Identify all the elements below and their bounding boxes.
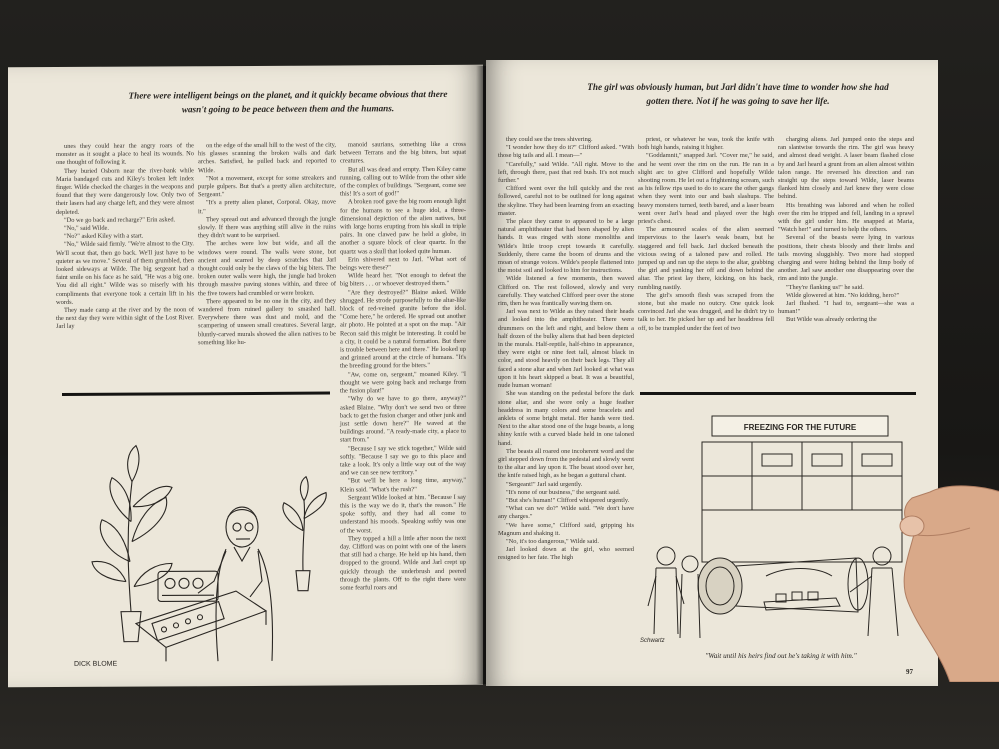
body-paragraph: manoid saurians, something like a cross between Terrans and the big biters, but squat creatures. xyxy=(340,140,466,165)
body-paragraph: Wilde glowered at him. "No kidding, hero?" xyxy=(786,291,900,299)
body-paragraph: Erin shivered next to Jarl. "What sort of beings were these?" xyxy=(340,255,466,272)
body-paragraph: "Sergeant!" Jarl said urgently. xyxy=(506,480,583,488)
body-paragraph: But Wilde was already ordering the xyxy=(786,316,877,324)
left-column-1 xyxy=(56,142,194,387)
body-paragraph: Jarl flushed. "I had to, sergeant—she was a human!" xyxy=(778,300,914,316)
body-paragraph: His breathing was labored and when he rolled over the rim he tripped and fell, landing in a sprawl with the girl under him. He snapped at Maria, "Watch her!" and turned to help the others. xyxy=(778,201,914,234)
body-paragraph: on the edge of the small hill to the west of the city, his glasses scanning the broken walls and dark arches. Satisfied, he pulled back and reported to Wilde. xyxy=(198,141,336,174)
body-paragraph: She was standing on the pedestal before the dark stone altar, and she wore only a huge feather headdress in many colors and some bracelets and anklets of some bright metal. Her hands were tied. Next to the altar stood one of the huge beasts, a long shiny knife with a curved blade held in one taloned hand. xyxy=(498,390,634,447)
body-paragraph: The girl's smooth flesh was scraped from the stone, but she made no outcry. One quick look convinced Jarl she was drugged, and he didn't try to talk to her. He picked her up and her headdress fell off, to be trampled under the feet of two xyxy=(638,291,774,332)
body-paragraph: Wilde heard her. "Not enough to defeat the big biters . . . or whoever destroyed them." xyxy=(340,272,466,288)
right-column-3 xyxy=(778,136,914,380)
body-paragraph: "Carefully," said Wilde. "All right. Move to the left, through there, past that red bush. It's not much further." xyxy=(498,160,634,185)
left-pull-quote: There were intelligent beings on the planet, and it quickly became obvious that there wasn't going to be peace between them and the humans. xyxy=(128,88,448,115)
body-paragraph: "What can we do?" Wilde said. "We don't have any charges." xyxy=(498,505,634,521)
body-paragraph: A broken roof gave the big room enough light for the humans to see a huge idol, a three-dimensional depiction of the alien natives, but with large horns erupting from his skull in triple pairs. In one clawed paw he held a globe, in another a square block of clear quartz. In the quartz was a skull that looked quite human. xyxy=(340,198,466,256)
cartoon-signature: Schwartz xyxy=(640,638,665,644)
body-paragraph: "Because I say we stick together," Wilde said softly. "Because I say we go to this place and take a look. It's only a little way out of the way and we can see new territory." xyxy=(340,444,466,477)
body-paragraph: "No, it's too dangerous," Wilde said. xyxy=(506,537,599,545)
body-paragraph: "Not a movement, except for some streakers and purple gulpers. But that's a pretty alien architecture, Sergeant." xyxy=(198,174,336,199)
body-paragraph: "It's a pretty alien planet, Corporal. Okay, move it." xyxy=(198,198,336,215)
body-paragraph: Wilde listened a few moments, then waved Clifford on. The rest followed, slowly and very carefully. They watched Clifford peer over the stone rim, then he was frantically waving them on. xyxy=(498,275,634,308)
body-paragraph: "No?" asked Kiley with a start. xyxy=(64,232,144,241)
magazine-spread xyxy=(8,60,940,688)
left-column-2 xyxy=(198,142,336,387)
page-number: 97 xyxy=(906,668,913,676)
body-paragraph: "Goddamnit," snapped Jarl. "Cover me," he said, and he went over the rim on the run. He ran in a slight arc to give Clifford and hopefully Wilde shooting room. He let out a frightening scream, such as his fellow rips used to do to scare the other gangs when they went into our and bash slashups. The heavy monsters turned, teeth bared, and a laser beam went over Jarl's head and played over the high priest's chest. xyxy=(638,152,774,226)
hand xyxy=(888,482,999,682)
right-column-2 xyxy=(638,136,774,380)
body-paragraph: Several of the beasts were lying in various positions, their chests bloody and their limbs and tails moving sluggishly. Two more had stopped charging and were hiding behind the limp body of another. Jarl saw another one disappearing over the rim and into the jungle. xyxy=(778,234,914,283)
body-paragraph: "But she's human!" Clifford whispered urgently. xyxy=(506,496,630,504)
cartoon-sign-text: FREEZING FOR THE FUTURE xyxy=(743,423,857,432)
cryogenics-cartoon xyxy=(636,406,916,646)
left-divider-rule xyxy=(62,392,330,396)
body-paragraph: "I wonder how they do it?" Clifford asked. "With those big tails and all. I mean—" xyxy=(498,144,634,160)
body-paragraph: But all was dead and empty. Then Kiley came running, calling out to Wilde from the other side of the complex of buildings. "Sergeant, come see this! It's a sort of god!" xyxy=(340,165,466,198)
body-paragraph: There appeared to be no one in the city, and they wandered from ruined gallery to smashed hall. Everywhere there was dust and mold, and the scampering of unseen small creatures. Several large, bluntly-carved murals showed the alien natives to be something like hu- xyxy=(198,297,336,347)
body-paragraph: They buried Osborn near the river-bank while Maria bandaged cuts and Kiley's broken left index finger. Wilde checked the charges in the weapons and found that they were dangerously low. Only two of their lasers had any charge left, and they were almost depleted. xyxy=(56,166,194,216)
right-pull-quote: The girl was obviously human, but Jarl didn't have time to wonder how she had gotten there. Not if he was going to save her life. xyxy=(587,82,889,106)
cartoon-caption: "Wait until his heirs find out he's taking it with him." xyxy=(705,652,857,660)
body-paragraph: They made camp at the river and by the noon of the next day they were within sight of the Lost River. Jarl lay xyxy=(56,306,194,331)
body-paragraph: "Are they destroyed?" Blaine asked. Wilde shrugged. He strode purposefully to the altar-like block of red-veined granite before the idol. "Come here," he ordered. He spread out another air photo. He pointed at a spot on the map. "Air Recon said this might be interesting. It could be a city, it could be a natural formation. But there is trouble between here and there." He looked up and grinned around at the circle of humans. "It's the breeding ground for the biters." xyxy=(340,288,466,370)
body-paragraph: The arches were low but wide, and all the windows were round. The walls were stone, but ancient and scarred by deep scratches that Jarl thought could only be the claws of the big biters. The broken outer walls were high, the jungle had broken through massive paving stones within, and three of the five towers had crumbled or were broken. xyxy=(198,239,336,297)
body-paragraph: "Aw, come on, sergeant," moaned Kiley. "I thought we were going back and recharge from the fusion plant!" xyxy=(340,370,466,395)
body-paragraph: "No," said Wilde. xyxy=(64,224,109,232)
body-paragraph: Jarl was next to Wilde as they raised their heads and looked into the amphitheater. There were drummers on the left and right, and below them a half dozen of the bulky aliens that had been depicted in the murals. Half-reptile, half-rhino in appearance, they were eight or nine feet tall, almost black in color, and stood heavily on their back legs. They all faced a stone altar and when Jarl looked at what was upon it his heart skipped a beat. It was a beautiful, nude human woman! xyxy=(498,308,634,390)
body-paragraph: The armoured scales of the alien seemed impervious to the laser's weak beam, but he staggered and fell back. Jarl ducked beneath the vicious swing of a taloned paw and rolled. He jumped up and ran up the steps to the altar, grabbing the girl and yanking her off and down behind the altar. The priest lay there, kicking, on his back, rumbling nastily. xyxy=(638,226,774,291)
right-page xyxy=(486,60,938,686)
body-paragraph: "We have some," Clifford said, gripping his Magnum and shaking it. xyxy=(498,521,634,537)
body-paragraph: "But we'll be here a long time, anyway," Klein said. "What's the rush?" xyxy=(340,477,466,494)
body-paragraph: they could see the trees shivering. xyxy=(506,136,593,143)
left-column-3 xyxy=(340,141,466,682)
body-paragraph: unes they could hear the angry roars of the monster as it sought a place to heal its wounds. No one thought of following it. xyxy=(56,142,194,167)
right-divider-rule xyxy=(640,392,916,395)
body-paragraph: priest, or whatever he was, took the knife with both high hands, raising it higher. xyxy=(638,136,774,152)
body-paragraph: The place they came to appeared to be a large natural amphitheater that had been shaped by alien hands. It was ringed with stone monoliths and Wilde's little troop crept towards it carefully. Suddenly, there came the boom of drums and the moan of strange voices. Wilde's people flattened into the moist soil and looked to him for instructions. xyxy=(498,218,634,275)
left-page xyxy=(8,65,483,687)
body-paragraph: "They're flanking us!" he said. xyxy=(786,283,864,291)
body-paragraph: "Why do we have to go there, anyway?" asked Blaine. "Why don't we send two or three back to get the fusion charger and other junk and just settle down here?" He waved at the buildings around. "A ready-made city, a place to start from." xyxy=(340,395,466,444)
scientist-illustration xyxy=(66,411,334,674)
body-paragraph: Clifford went over the hill quickly and the rest followed, careful not to be outlined for long against the skyline. They had been learning from an exacting master. xyxy=(498,185,634,217)
body-paragraph: They topped a hill a little after noon the next day. Clifford was on point with one of the lasers that still had a charge. He held up his hand, then dropped to the ground. Wilde and Jarl crept up quickly through the underbrush and peered through the plants. Off to the right there were some fearful roars and xyxy=(340,534,466,592)
body-paragraph: "Do we go back and recharge?" Erin asked. xyxy=(64,216,176,224)
body-paragraph: They spread out and advanced through the jungle slowly. If there was anything still alive in the ruins they didn't want to be surprised. xyxy=(198,215,336,240)
body-paragraph: "No," Wilde said firmly. "We're almost to the City. We'll scout that, then go back. We'll just have to be quieter as we move." Several of them grumbled, then looked sideways at Wilde. The big sergeant had a faint smile on his face as he said, "He was a big one. You did all right." Wilde was so miserly with his compliments that everyone took a certain lift in his words. xyxy=(56,240,194,306)
body-paragraph: The beasts all roared one incoherent word and the girl stepped down from the pedestal and slowly went to the altar and lay upon it. The beast stood over her, the knife raised high, as he began a guttural chant. xyxy=(498,447,634,480)
right-column-1 xyxy=(498,136,634,676)
body-paragraph: "It's none of our business," the sergeant said. xyxy=(506,488,621,496)
illustration-signature: DICK BLOME xyxy=(74,660,118,668)
body-paragraph: charging aliens. Jarl jumped onto the steps and ran slantwise towards the rim. The girl was heavy and almost dead weight. A laser beam flashed close by and Jarl heard a grunt from an alien almost within talon range. He reversed his direction and ran straight up the steps toward Wilde, laser beams flanked him closely and Jarl knew they were close behind. xyxy=(778,136,914,201)
body-paragraph: Jarl looked down at the girl, who seemed resigned to her fate. The high xyxy=(498,546,634,562)
body-paragraph: Sergeant Wilde looked at him. "Because I say this is the way we do it, that's the reason." He spoke softly, and they had all come to understand his moods. Speaking softly was one of the worst. xyxy=(340,493,466,535)
